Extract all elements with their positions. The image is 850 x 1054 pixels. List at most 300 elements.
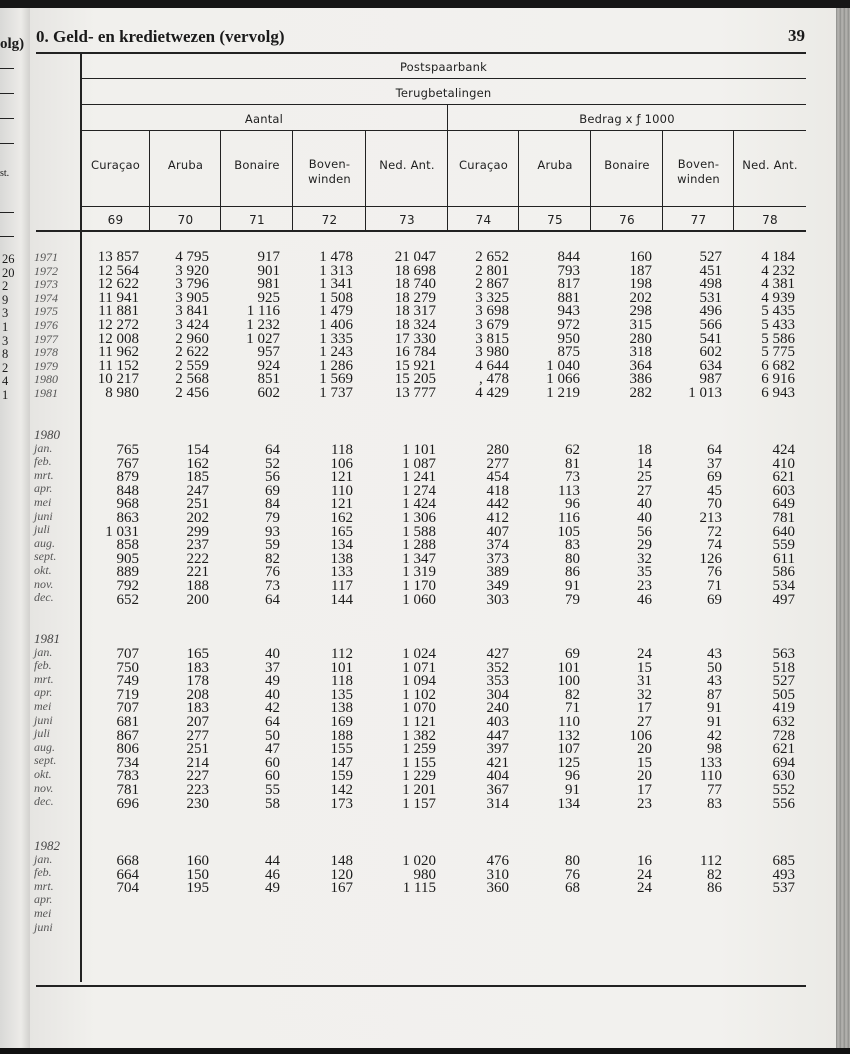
row-label: 1981 [34,385,58,400]
table-cell: 169 [330,713,353,730]
table-cell: 374 [486,537,509,554]
table-cell: 1 115 [402,880,436,897]
data-column [487,444,510,607]
table-cell: 559 [772,537,795,554]
table-cell: 46 [265,866,280,883]
table-cell: 202 [186,509,209,526]
table-cell: 875 [557,344,580,361]
table-cell: 43 [707,673,722,690]
table-cell: 2 652 [475,249,509,265]
table-cell: 418 [486,482,509,499]
table-cell: 792 [116,577,139,594]
table-cell: 118 [331,442,353,458]
table-cell: 18 698 [394,262,436,279]
table-cell: 863 [116,509,139,526]
table-cell: 134 [330,537,353,554]
table-cell: 183 [186,700,209,717]
row-label: nov. [34,780,54,795]
table-cell: 1 241 [402,469,436,486]
data-column [246,251,280,401]
table-cell: 16 [637,853,652,869]
table-cell: 681 [116,713,139,730]
column-number: 78 [762,213,778,227]
table-cell: 6 916 [761,371,795,388]
table-cell: 69 [565,646,580,662]
table-cell: 704 [116,880,139,897]
table-cell: 29 [637,537,652,554]
table-cell: 685 [772,853,795,869]
table-cell: 556 [772,795,795,812]
table-cell: 534 [772,577,795,594]
table-cell: 162 [330,509,353,526]
table-cell: 121 [330,469,353,486]
table-cell: 728 [772,727,795,744]
table-cell: 981 [257,276,280,293]
row-label: 1977 [34,331,58,346]
table-cell: 24 [637,880,652,897]
row-label: 1976 [34,317,58,332]
data-column [187,648,210,811]
table-cell: 251 [186,496,209,513]
table-cell: 1 588 [402,523,436,540]
table-cell: 195 [186,880,209,897]
table-cell: 74 [707,537,722,554]
table-cell: 46 [637,591,652,608]
table-cell: 6 943 [761,384,795,401]
table-cell: 13 777 [394,384,436,401]
row-label: 1979 [34,358,58,373]
table-cell: 91 [707,700,722,717]
table-cell: 652 [116,591,139,608]
table-cell: 389 [486,564,509,581]
table-cell: 3 980 [475,344,509,361]
table-cell: 1 479 [319,303,353,320]
table-cell: 566 [699,316,722,333]
row-label: apr. [34,481,53,496]
column-number: 74 [475,213,492,227]
row-label: 1973 [34,277,58,292]
table-cell: 80 [565,550,580,567]
data-column [637,855,652,896]
table-cell: 227 [186,768,209,785]
table-cell: 1 232 [246,316,280,333]
table-cell: 188 [186,577,209,594]
table-cell: 42 [707,727,722,744]
table-cell: 165 [186,646,209,662]
table-cell: 20 [637,768,652,785]
rule [81,130,806,131]
divider [0,68,14,69]
data-column [630,648,653,811]
table-cell: 767 [116,455,139,472]
table-cell: 55 [265,781,280,798]
row-label: nov. [34,576,54,591]
table-cell: 154 [186,442,209,458]
table-cell: 552 [772,781,795,798]
table-cell: 183 [186,659,209,676]
table-cell: 230 [186,795,209,812]
column-header: Ned. Ant. [379,158,435,172]
table-cell: 1 087 [402,455,436,472]
table-cell: 44 [265,853,280,869]
table-cell: 496 [699,303,722,320]
table-cell: 3 796 [175,276,209,293]
table-cell: 719 [116,686,139,703]
table-cell: 602 [699,344,722,361]
table-cell: 427 [486,646,509,662]
table-cell: 12 622 [97,276,139,293]
table-cell: 734 [116,754,139,771]
row-label: juni [34,712,53,727]
table-cell: 24 [637,646,652,662]
table-cell: 167 [330,880,353,897]
table-cell: 69 [265,482,280,499]
table-cell: 40 [637,509,652,526]
data-column [700,648,723,811]
table-cell: 4 429 [475,384,509,401]
table-cell: 147 [330,754,353,771]
table-cell: 352 [486,659,509,676]
table-cell: 64 [265,591,280,608]
left-page-number: 8 [2,347,9,362]
table-cell: 454 [486,469,509,486]
column-header: Bonaire [234,158,280,172]
table-cell: 901 [257,262,280,279]
table-cell: 442 [486,496,509,513]
table-cell: 73 [265,577,280,594]
table-cell: 32 [637,686,652,703]
data-column [265,855,280,896]
table-cell: 247 [186,482,209,499]
left-page-number: 20 [2,265,15,280]
row-label: 1980 [34,372,58,387]
table-cell: 1 424 [402,496,436,513]
table-cell: 749 [116,673,139,690]
table-cell: 76 [265,564,280,581]
column-header: Aruba [167,158,204,172]
table-cell: 364 [629,357,652,374]
table-cell: 5 433 [761,316,795,333]
table-cell: 21 047 [394,249,436,265]
table-cell: 76 [707,564,722,581]
table-cell: 125 [557,754,580,771]
row-label: mei [34,905,52,920]
table-cell: 178 [186,673,209,690]
table-cell: 386 [629,371,652,388]
table-cell: 56 [265,469,280,486]
table-cell: 24 [637,866,652,883]
table-cell: 1 313 [319,262,353,279]
table-cell: 314 [486,795,509,812]
row-label: dec. [34,794,54,809]
table-cell: 10 217 [97,371,139,388]
table-cell: 113 [558,482,580,499]
data-column [773,648,796,811]
table-cell: 1 569 [319,371,353,388]
table-cell: 611 [773,550,795,567]
table-cell: 4 644 [475,357,509,374]
table-cell: 31 [637,673,652,690]
data-column [98,251,139,401]
divider [0,118,14,119]
table-cell: 851 [257,371,280,388]
table-cell: 1 121 [402,713,436,730]
table-cell: 110 [331,482,353,499]
table-cell: 105 [557,523,580,540]
table-cell: 40 [265,646,280,662]
table-cell: 82 [265,550,280,567]
table-cell: 602 [257,384,280,401]
table-cell: 73 [565,469,580,486]
table-cell: 17 [637,700,652,717]
table-cell: 696 [116,795,139,812]
table-cell: 37 [265,659,280,676]
table-cell: 91 [707,713,722,730]
table-cell: 64 [265,713,280,730]
table-bottom-rule [36,985,806,987]
data-column [331,855,354,896]
table-cell: 134 [557,795,580,812]
table-cell: 1 737 [319,384,353,401]
column-header: Ned. Ant. [742,158,798,172]
table-cell: 77 [707,781,722,798]
table-cell: 707 [116,700,139,717]
table-cell: 15 921 [394,357,436,374]
table-cell: 96 [565,496,580,513]
table-cell: 223 [186,781,209,798]
table-cell: 117 [331,577,353,594]
table-cell: 135 [330,686,353,703]
table-cell: 1 170 [402,577,436,594]
table-cell: 3 325 [475,289,509,306]
left-page-number: 9 [2,292,9,307]
table-cell: 282 [629,384,652,401]
table-cell: 3 815 [475,330,509,347]
column-number: 70 [177,213,194,227]
table-cell: 15 [637,754,652,771]
table-cell: 165 [330,523,353,540]
table-cell: 793 [557,262,580,279]
table-cell: 781 [116,781,139,798]
left-page-fragment [0,8,30,1048]
row-label: okt. [34,562,52,577]
table-cell: 640 [772,523,795,540]
table-cell: 505 [772,686,795,703]
table-cell: 2 559 [175,357,209,374]
table-cell: 25 [637,469,652,486]
table-cell: 84 [265,496,280,513]
scan-bottom-border [0,1048,850,1054]
year-label: 1981 [34,631,60,646]
left-page-number: 26 [2,252,15,266]
rule [81,104,806,105]
row-label: jan. [34,644,53,659]
table-cell: 905 [116,550,139,567]
table-cell: 972 [557,316,580,333]
data-column [546,251,580,401]
table-cell: 781 [772,509,795,526]
table-cell: 3 920 [175,262,209,279]
table-cell: 987 [699,371,722,388]
data-column [402,444,436,607]
table-cell: 23 [637,795,652,812]
table-cell: 159 [330,768,353,785]
table-cell: 40 [265,686,280,703]
table-cell: 848 [116,482,139,499]
column-number: 69 [107,213,124,227]
table-cell: 1 406 [319,316,353,333]
column-number: 71 [249,213,265,227]
table-cell: 412 [486,509,509,526]
table-cell: 116 [558,509,580,526]
table-cell: 42 [265,700,280,717]
table-cell: 185 [186,469,209,486]
row-label: aug. [34,739,55,754]
table-cell: 2 801 [475,262,509,279]
table-cell: 1 060 [402,591,436,608]
table-cell: 630 [772,768,795,785]
table-cell: 101 [330,659,353,676]
table-cell: 173 [330,795,353,812]
table-cell: 299 [186,523,209,540]
table-cell: 12 272 [97,316,139,333]
table-cell: 1 478 [319,249,353,265]
table-cell: 106 [629,727,652,744]
table-cell: 2 568 [175,371,209,388]
table-cell: 70 [707,496,722,513]
table-cell: 634 [699,357,722,374]
table-cell: 82 [707,866,722,883]
table-cell: 14 [637,455,652,472]
row-label: juni [34,508,53,523]
table-cell: 360 [486,880,509,897]
table-cell: 917 [257,249,280,265]
column-number: 72 [321,213,338,227]
table-cell: 12 008 [97,330,139,347]
left-page-number: 3 [2,333,9,348]
table-cell: 91 [565,781,580,798]
table-cell: 11 962 [98,344,139,361]
group-bedrag: Bedrag x ƒ 1000 [579,112,675,126]
table-cell: 367 [486,781,509,798]
table-cell: 750 [116,659,139,676]
table-cell: 353 [486,673,509,690]
table-cell: 17 [637,781,652,798]
table-cell: 4 232 [761,262,795,279]
table-cell: 60 [265,768,280,785]
table-cell: 476 [486,853,509,869]
table-cell: 213 [699,509,722,526]
table-cell: 632 [772,713,795,730]
column-number: 77 [690,213,707,227]
table-stub-divider [80,52,82,982]
table-cell: 4 184 [761,249,795,265]
table-cell: 541 [699,330,722,347]
table-cell: 3 679 [475,316,509,333]
table-cell: 1 102 [402,686,436,703]
column-number: 75 [547,213,563,227]
table-cell: 668 [116,853,139,869]
row-label: juli [34,522,51,537]
table-cell: 277 [186,727,209,744]
table-cell: 18 740 [394,276,436,293]
row-label: sept. [34,753,57,768]
column-header: Aruba [537,158,573,172]
data-column [773,855,796,896]
table-cell: 527 [772,673,795,690]
data-column [558,648,581,811]
table-cell: 527 [699,249,722,265]
table-cell: 112 [331,646,353,662]
table-cell: 112 [700,853,722,869]
table-cell: 694 [772,754,795,771]
header-terugbetalingen: Terugbetalingen [395,86,492,100]
page-number: 39 [788,26,805,45]
table-cell: 15 [637,659,652,676]
table-cell: 1 341 [319,276,353,293]
table-cell: 240 [486,700,509,717]
data-column [487,648,510,811]
table-cell: 5 435 [761,303,795,320]
table-cell: 1 259 [402,741,436,758]
table-cell: 1 027 [246,330,280,347]
table-cell: 79 [565,591,580,608]
table-cell: 50 [707,659,722,676]
row-label: mrt. [34,467,54,482]
table-cell: 1 306 [402,509,436,526]
data-column [187,444,210,607]
table-cell: 80 [565,853,580,869]
table-cell: 497 [772,591,795,608]
table-cell: 40 [637,496,652,513]
table-cell: 81 [565,455,580,472]
table-cell: 221 [186,564,209,581]
table-cell: 1 157 [402,795,436,812]
table-cell: 1 219 [546,384,580,401]
table-cell: 373 [486,550,509,567]
table-cell: 110 [558,713,580,730]
section-title: 0. Geld- en kredietwezen (vervolg) [36,27,285,46]
table-cell: 451 [699,262,722,279]
row-label: 1978 [34,345,58,360]
table-cell: 56 [637,523,652,540]
data-column [475,251,509,401]
table-cell: 404 [486,768,509,785]
table-cell: 879 [116,469,139,486]
table-cell: 11 152 [98,357,139,374]
table-cell: 188 [330,727,353,744]
row-label: mei [34,698,52,713]
row-label: 1971 [34,250,58,264]
table-cell: 621 [772,741,795,758]
data-column [331,444,354,607]
table-cell: 957 [257,344,280,361]
left-page-title: olg) [0,36,25,52]
column-header: Boven- winden [308,157,351,186]
table-cell: 200 [186,591,209,608]
table-cell: 765 [116,442,139,458]
table-cell: 207 [186,713,209,730]
table-cell: 16 784 [394,344,436,361]
row-label: okt. [34,766,52,781]
table-cell: 1 319 [402,564,436,581]
column-header: Curaçao [91,158,140,172]
table-cell: 397 [486,741,509,758]
table-cell: 69 [707,591,722,608]
table-cell: 198 [629,276,652,293]
table-cell: 518 [772,659,795,676]
table-cell: 407 [486,523,509,540]
